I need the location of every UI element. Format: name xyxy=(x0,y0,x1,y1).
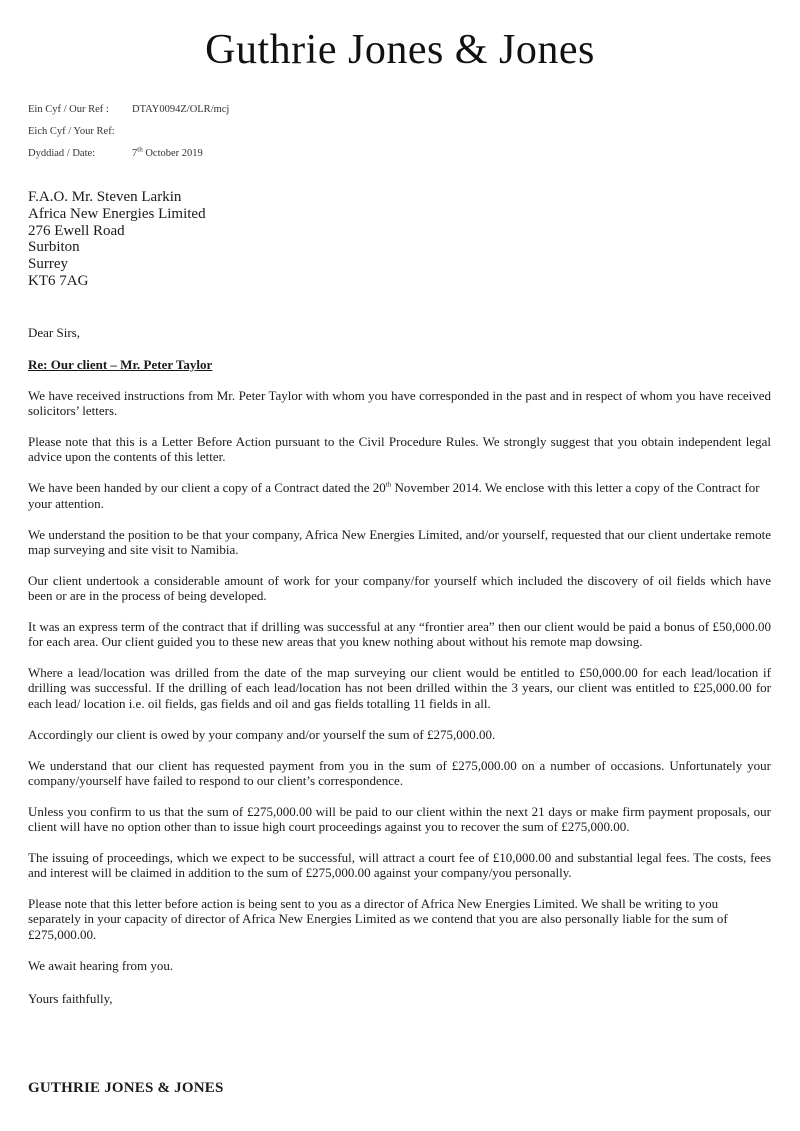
subject-line: Re: Our client – Mr. Peter Taylor xyxy=(28,357,213,372)
address-line: Surbiton xyxy=(28,239,80,256)
body-paragraph: Please note that this letter before action is being sent to you as a director of Africa New Energies Limited. We shall be writing to you separately in your capacity of director of Africa New Energies Limited as we contend that you are also personally liable for the sum of £275,000.00. xyxy=(28,896,728,942)
body-paragraph: The issuing of proceedings, which we expect to be successful, will attract a court fee of £10,000.00 and substantial legal fees. The costs, fees and interest will be claimed in addition to the sum of £275,000.00 against your company/you personally. xyxy=(28,850,771,881)
address-line: F.A.O. Mr. Steven Larkin xyxy=(28,189,182,205)
your-ref-label: Eich Cyf / Your Ref: xyxy=(28,126,115,137)
contract-text-after: November 2014. We enclose with this letter a copy of the Contract for your attention. xyxy=(28,480,760,511)
body-paragraph: Where a lead/location was drilled from the date of the map surveying our client would be entitled to £50,000.00 for each lead/location if drilling was successful. If the drilling of each lead/location has not been drilled within the 3 years, our client was entitled to £25,000.00 for each lead/ location i.e. oil fields, gas fields and oil and gas fields totalling 11 fields in all. xyxy=(28,665,771,711)
address-line: KT6 7AG xyxy=(28,272,89,289)
date-row xyxy=(28,145,229,170)
body-paragraph: We have received instructions from Mr. Peter Taylor with whom you have corresponded in the past and in respect of whom you have received solicitors’ letters. xyxy=(28,388,771,419)
our-ref-label: Ein Cyf / Our Ref : xyxy=(28,104,109,115)
our-ref-row xyxy=(28,104,229,126)
your-ref-row xyxy=(28,126,229,148)
address-line: Surrey xyxy=(28,256,68,273)
body-paragraph: We understand the position to be that your company, Africa New Energies Limited, and/or yourself, requested that our client undertake remote map surveying and site visit to Namibia. xyxy=(28,526,771,557)
date-month-year: October 2019 xyxy=(142,148,203,159)
contract-text-before: We have been handed by our client a copy of a Contract dated the 20 xyxy=(28,480,386,496)
letterhead-firm-name: Guthrie Jones & Jones xyxy=(205,27,595,73)
body-paragraph: We understand that our client has requested payment from you in the sum of £275,000.00 on a number of occasions. Unfortunately your company/yourself have failed to respond to our client’s correspondence. xyxy=(28,757,771,788)
body-paragraph: We await hearing from you. xyxy=(28,957,174,973)
contract-paragraph xyxy=(28,480,771,510)
body-paragraph: Our client undertook a considerable amount of work for your company/for yourself which included the discovery of oil fields which have been or are in the process of being developed. xyxy=(28,572,771,604)
address-line: Africa New Energies Limited xyxy=(28,205,206,222)
body-paragraph: Unless you confirm to us that the sum of £275,000.00 will be paid to our client within the next 21 days or make firm payment proposals, our client will have no option other than to issue high court proceedings against you to recover the sum of £275,000.00. xyxy=(28,803,771,835)
date-value xyxy=(132,145,203,170)
body-paragraph: Accordingly our client is owed by your company and/or yourself the sum of £275,000.00. xyxy=(28,726,496,742)
date-label: Dyddiad / Date: xyxy=(28,148,96,159)
our-ref-value: DTAY0094Z/OLR/mcj xyxy=(132,104,230,115)
date-day: 7 xyxy=(132,148,138,159)
salutation: Dear Sirs, xyxy=(28,325,80,340)
date-day-suffix: th xyxy=(137,145,143,154)
recipient-address xyxy=(28,189,206,290)
letter-body xyxy=(28,388,771,989)
body-paragraph: Please note that this is a Letter Before Action pursuant to the Civil Procedure Rules. We strongly suggest that you obtain independent legal advice upon the contents of this letter. xyxy=(28,434,771,465)
signature-firm-name: GUTHRIE JONES & JONES xyxy=(28,1080,224,1096)
reference-block xyxy=(28,104,229,170)
contract-date-suffix: th xyxy=(385,481,392,490)
address-line: 276 Ewell Road xyxy=(28,222,125,239)
body-paragraph: It was an express term of the contract that if drilling was successful at any “frontier area” then our client would be paid a bonus of £50,000.00 for each area. Our client guided you to these new areas that you knew nothing about without his remote map dowsing. xyxy=(28,619,771,650)
signoff: Yours faithfully, xyxy=(28,991,113,1006)
